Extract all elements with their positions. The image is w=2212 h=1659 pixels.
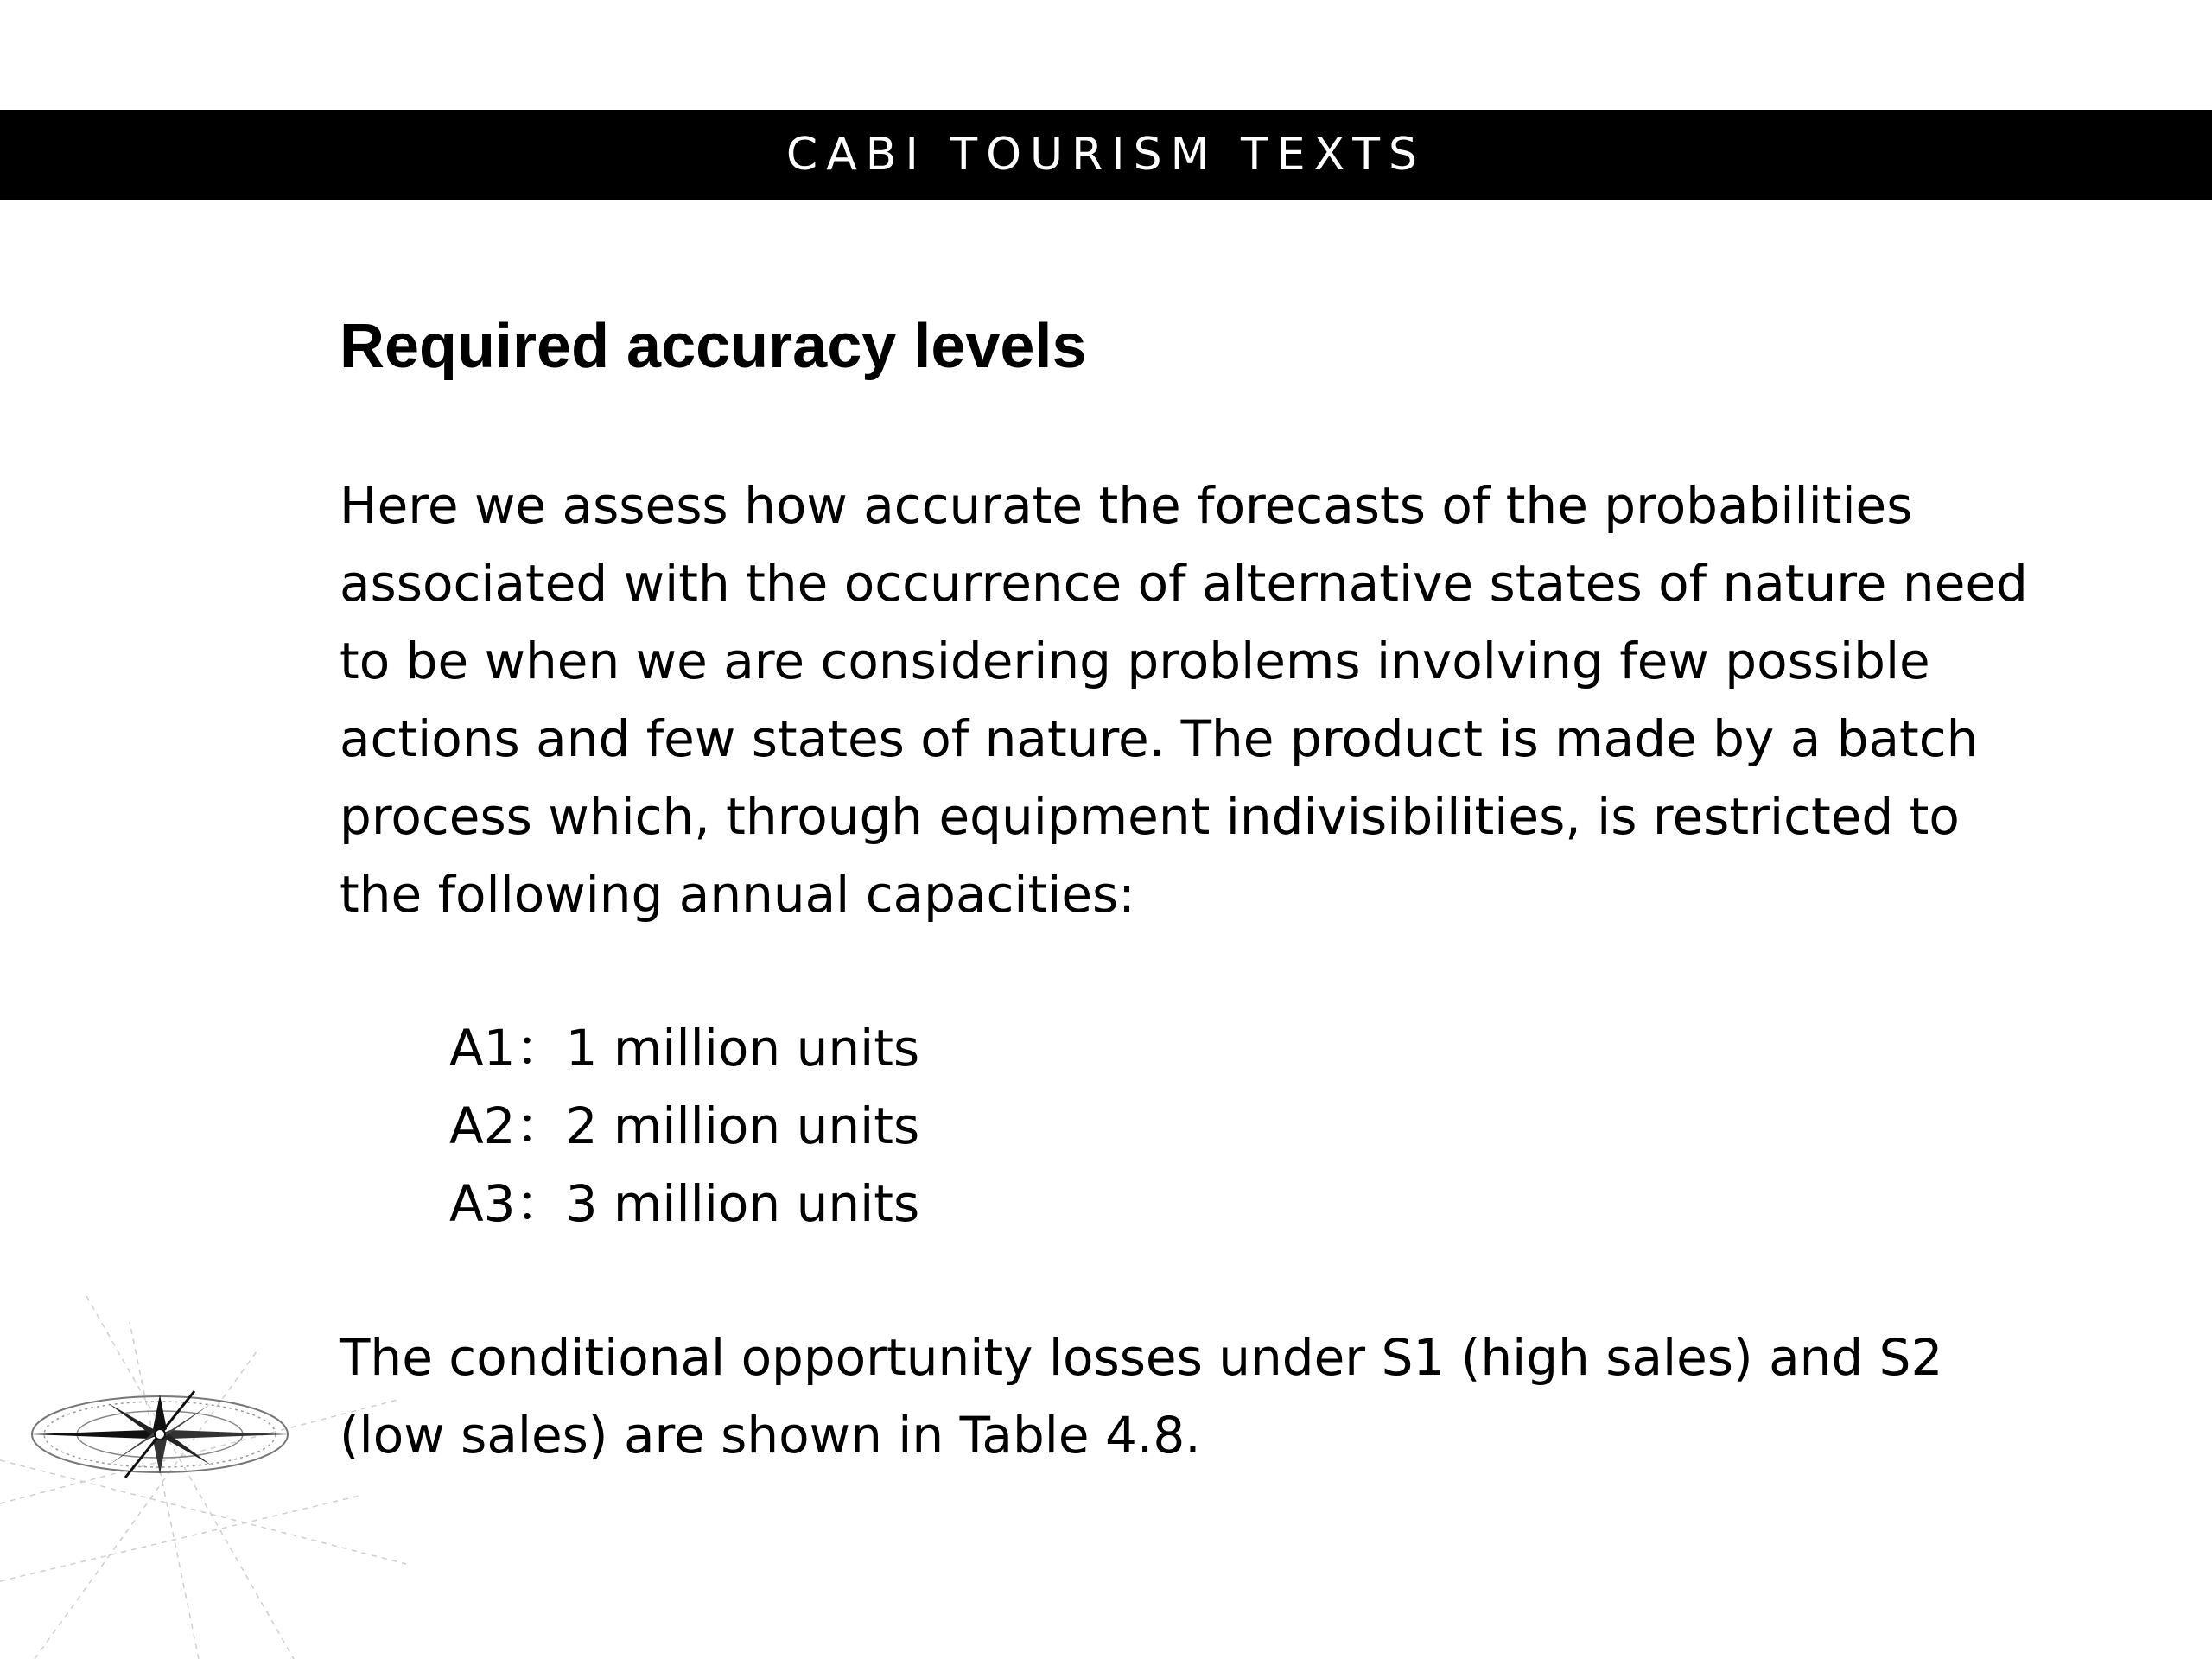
- closing-paragraph: The conditional opportunity losses under S1 (high sales) and S2 (low sales) are shown in Table 4.8.: [340, 1328, 1943, 1465]
- capacity-label: A1: [449, 1019, 516, 1077]
- capacity-separator: ：: [515, 1096, 566, 1155]
- header-banner: [0, 110, 2212, 200]
- capacity-separator: ：: [515, 1019, 566, 1077]
- list-item: [449, 1009, 919, 1087]
- capacity-value: 3 million units: [565, 1174, 920, 1233]
- capacity-label: A2: [449, 1096, 516, 1155]
- capacity-separator: ：: [515, 1174, 566, 1233]
- list-item: [449, 1087, 919, 1165]
- capacity-list: [449, 1009, 919, 1243]
- intro-paragraph: Here we assess how accurate the forecasts of the probabilities associated with the occurrence of alternative states of nature need to be when we are considering problems involving few possible actions and few states of nature. The product is made by a batch process which, through equipment indivisibilities, is restricted to the following annual capacities:: [340, 476, 2028, 924]
- capacity-label: A3: [449, 1174, 516, 1233]
- capacity-value: 2 million units: [565, 1096, 920, 1155]
- list-item: [449, 1165, 919, 1243]
- banner-title: CABI TOURISM TEXTS: [785, 129, 1427, 181]
- page-title: Required accuracy levels: [340, 312, 1087, 381]
- capacity-value: 1 million units: [565, 1019, 920, 1077]
